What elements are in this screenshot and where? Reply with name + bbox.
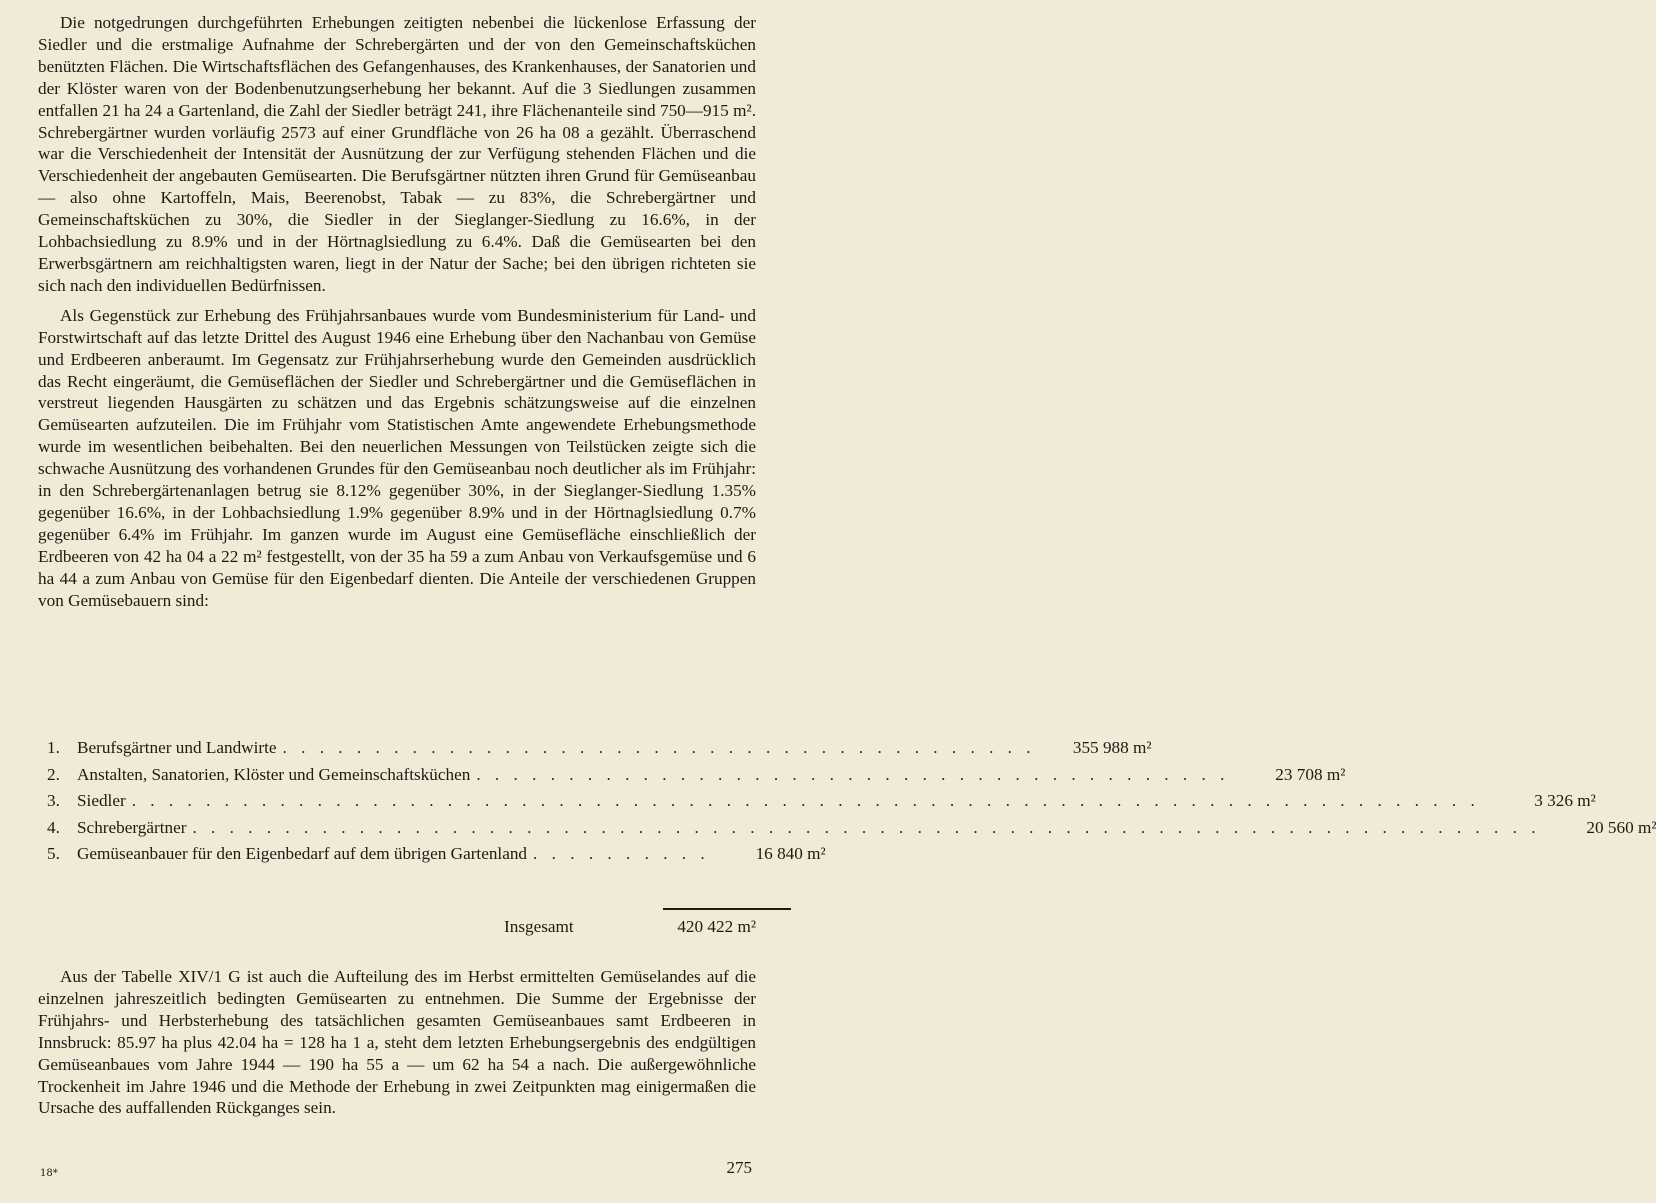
paragraph-survey-results: Die notgedrungen durchgeführten Erhebungen zeitigten nebenbei die lückenlose Erfassung der Siedler und die erstmalige Aufnahme der Schrebergärten und der von den Gemeinschaftsküchen benützten Flächen. Die Wirtschaftsflächen des Gefangenhauses, des Krankenhauses, der Sanatorien und der Klöster waren von der Bodenbenutzungserhebung her bekannt. Auf die 3 Siedlungen zusammen entfallen 21 ha 24 a Gartenland, die Zahl der Siedler beträgt 241, ihre Flächenanteile sind 750—915 m². Schrebergärtner wurden vorläufig 2573 auf einer Grundfläche von 26 ha 08 a gezählt. Überraschend war die Verschiedenheit der Intensität der Ausnützung der zur Verfügung stehenden Flächen und die Verschiedenheit der angebauten Gemüsearten. Die Berufsgärtner nützten ihren Grund für Gemüseanbau — also ohne Kartoffeln, Mais, Beerenobst, Tabak — zu 83%, die Schrebergärtner und Gemeinschaftsküchen zu 30%, die Siedler in der Sieglanger-Siedlung zu 16.6%, in der Lohbachsiedlung zu 8.9% und in der Hörtnaglsiedlung zu 6.4%. Daß die Gemüsearten bei den Erwerbsgärtnern am reichhaltigsten waren, liegt in der Natur der Sache; bei den übrigen richteten sie sich nach den individuellen Bedürfnissen. bbox=[38, 13, 756, 295]
list-item bbox=[38, 735, 1152, 762]
list-item-value: 16 840 m² bbox=[755, 844, 826, 863]
list-item-number: 4. bbox=[47, 817, 60, 837]
total-label: Insgesamt bbox=[504, 917, 574, 936]
paragraph-august-survey: Als Gegenstück zur Erhebung des Frühjahrsanbaues wurde vom Bundesministerium für Land- und Forstwirtschaft auf das letzte Drittel des August 1946 eine Erhebung über den Nachanbau von Gemüse und Erdbeeren anberaumt. Im Gegensatz zur Frühjahrserhebung wurde den Gemeinden ausdrücklich das Recht eingeräumt, die Gemüseflächen der Siedler und Schrebergärtner und die Gemüseflächen in verstreut liegenden Hausgärten zu schätzen und das Ergebnis schätzungsweise auf die einzelnen Gemüsearten aufzuteilen. Die im Frühjahr vom Statistischen Amte angewendete Erhebungsmethode wurde im wesentlichen beibehalten. Bei den neuerlichen Messungen von Teilstücken zeigte sich die schwache Ausnützung des vorhandenen Grundes für den Gemüseanbau noch deutlicher als im Frühjahr: in den Schrebergärtenanlagen betrug sie 8.12% gegenüber 30%, in der Sieglanger-Siedlung 1.35% gegenüber 16.6%, in der Lohbachsiedlung 1.9% gegenüber 8.9% und in der Hörtnaglsiedlung 0.7% gegenüber 6.4% im Frühjahr. Im ganzen wurde im August eine Gemüsefläche einschließlich der Erdbeeren von 42 ha 04 a 22 m² festgestellt, von der 35 ha 59 a zum Anbau von Verkaufsgemüse und 6 ha 44 a zum Anbau von Gemüse für den Eigenbedarf dienten. Die Anteile der verschiedenen Gruppen von Gemüsebauern sind: bbox=[38, 305, 756, 610]
list-item-label: Gemüseanbauer für den Eigenbedarf auf dem übrigen Gartenland bbox=[77, 844, 528, 863]
leader-dots: . . . . . . . . . . . . . . . . . . . . . . . . . . . . . . . . . . . . . . . . . . . . . . . . . . . . . . . . . . . . . . . . . . . . . . . . . bbox=[192, 817, 1541, 837]
sum-rule bbox=[663, 908, 791, 910]
list-item-number: 5. bbox=[47, 844, 60, 863]
paragraph-seasonal-comparison: Aus der Tabelle XIV/1 G ist auch die Aufteilung des im Herbst ermittelten Gemüselandes auf die einzelnen jahreszeitlich bedingten Gemüsearten zu entnehmen. Die Summe der Ergebnisse der Frühjahrs- und Herbsterhebung des tatsächlichen gesamten Gemüseanbaues samt Erdbeeren in Innsbruck: 85.97 ha plus 42.04 ha = 128 ha 1 a, steht dem letzten Erhebungsergebnis des endgültigen Gemüseanbaues vom Jahre 1944 — 190 ha 55 a — um 62 ha 54 a nach. Die außergewöhnliche Trockenheit im Jahre 1946 und die Methode der Erhebung in zwei Zeitpunkten mag einigermaßen die Ursache des auffallenden Rückganges sein. bbox=[38, 967, 756, 1118]
list-item-label: Anstalten, Sanatorien, Klöster und Gemeinschaftsküchen bbox=[77, 764, 471, 784]
list-item bbox=[38, 788, 1596, 815]
list-item-label: Berufsgärtner und Landwirte bbox=[77, 738, 277, 757]
list-item-value: 20 560 m² bbox=[1586, 817, 1656, 837]
list-item-value: 23 708 m² bbox=[1275, 764, 1346, 784]
grower-groups-list bbox=[38, 735, 1656, 868]
leader-dots: . . . . . . . . . . . . . . . . . . . . . . . . . . . . . . . . . . . . . . . . . bbox=[282, 738, 1036, 757]
page-body bbox=[38, 12, 1656, 1118]
page-number: 275 bbox=[726, 1158, 752, 1177]
list-item bbox=[38, 762, 1346, 789]
list-item bbox=[38, 815, 1656, 842]
list-item-number: 1. bbox=[47, 738, 60, 757]
leader-dots: . . . . . . . . . . . . . . . . . . . . . . . . . . . . . . . . . . . . . . . . . . . . . . . . . . . . . . . . . . . . . . . . . . . . . . . . . bbox=[131, 791, 1480, 810]
list-item-number: 2. bbox=[47, 764, 60, 784]
list-item-label: Siedler bbox=[77, 791, 126, 810]
list-item-label: Schrebergärtner bbox=[77, 817, 187, 837]
list-item-number: 3. bbox=[47, 791, 60, 810]
leader-dots: . . . . . . . . . . bbox=[533, 844, 710, 863]
leader-dots: . . . . . . . . . . . . . . . . . . . . . . . . . . . . . . . . . . . . . . . . . bbox=[476, 764, 1230, 784]
total-value: 420 422 m² bbox=[677, 917, 756, 936]
signature-mark: 18* bbox=[40, 1168, 58, 1179]
closing-paragraph-wrap bbox=[38, 966, 756, 1119]
list-item-value: 355 988 m² bbox=[1072, 738, 1152, 757]
list-item-value: 3 326 m² bbox=[1534, 791, 1596, 810]
list-item bbox=[38, 841, 826, 868]
